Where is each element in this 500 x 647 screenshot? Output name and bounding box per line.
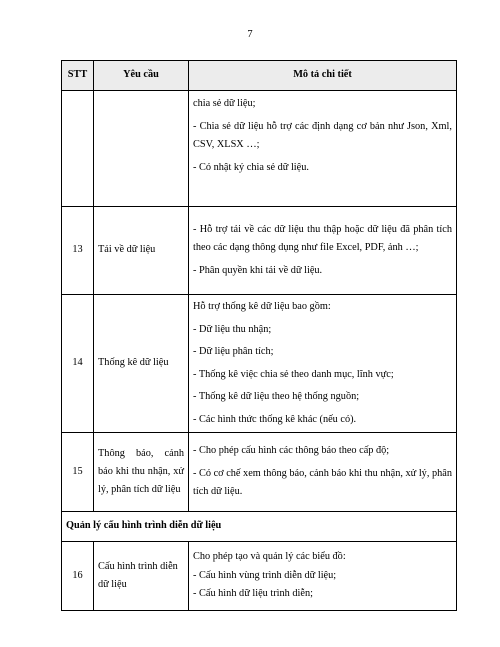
row-stt [62,91,94,207]
table-row [62,542,457,611]
table-row [62,91,457,207]
row-requirement: Thống kê dữ liệu [94,295,189,433]
description-line: - Hỗ trợ tải về các dữ liệu thu thập hoặc dữ liệu đã phân tích theo các dạng thông dụng như file Excel, PDF, ảnh …; [193,223,452,254]
description-line: - Phân quyền khi tải về dữ liệu. [193,264,323,276]
description-line: Cho phép tạo và quản lý các biểu đồ: [193,551,346,563]
description-line: - Dữ liệu thu nhận; [193,323,272,335]
row-stt: 14 [62,295,94,433]
description-line: chia sẻ dữ liệu; [193,98,256,109]
description-line: Hỗ trợ thống kê dữ liệu bao gồm: [193,301,331,312]
table-row [62,207,457,295]
page-number: 7 [247,29,253,40]
description-line: - Cấu hình vùng trình diễn dữ liệu; [193,569,337,581]
description-line: - Dữ liệu phân tích; [193,346,274,357]
row-description [189,91,457,207]
table-row [62,295,457,433]
row-stt: 16 [62,542,94,611]
row-requirement [94,91,189,207]
description-line: - Cho phép cấu hình các thông báo theo cấp độ; [193,445,390,457]
row-requirement: Tải về dữ liệu [94,207,189,295]
description-line: - Các hình thức thống kê khác (nếu có). [193,413,357,425]
description-line: - Có cơ chế xem thông báo, cảnh báo khi thu nhận, xử lý, phân tích dữ liệu. [193,467,452,498]
row-stt: 13 [62,207,94,295]
table-row [62,433,457,512]
row-requirement: Thông báo, cảnh báo khi thu nhận, xử lý, phân tích dữ liệu [94,433,189,512]
description-line: - Thống kê dữ liệu theo hệ thống nguồn; [193,391,360,402]
row-stt: 15 [62,433,94,512]
description-line: - Chia sẻ dữ liệu hỗ trợ các định dạng cơ bản như Json, Xml, CSV, XLSX …; [193,120,452,150]
description-line: - Thống kê việc chia sẻ theo danh mục, lĩnh vực; [193,368,394,380]
row-description [189,433,457,512]
row-description [189,207,457,295]
section-title: Quản lý cấu hình trình diễn dữ liệu [62,512,457,542]
row-description [189,542,457,611]
description-line: - Có nhật ký chia sẻ dữ liệu. [193,161,309,173]
row-requirement: Cấu hình trình diễn dữ liệu [94,542,189,611]
section-row [62,512,457,542]
header-stt: STT [62,61,94,91]
table-header-row [62,61,457,91]
row-description [189,295,457,433]
header-requirement: Yêu cầu [94,61,189,91]
description-line: - Cấu hình dữ liệu trình diễn; [193,588,313,600]
header-description: Mô tả chi tiết [189,61,457,91]
requirements-table [61,60,457,611]
